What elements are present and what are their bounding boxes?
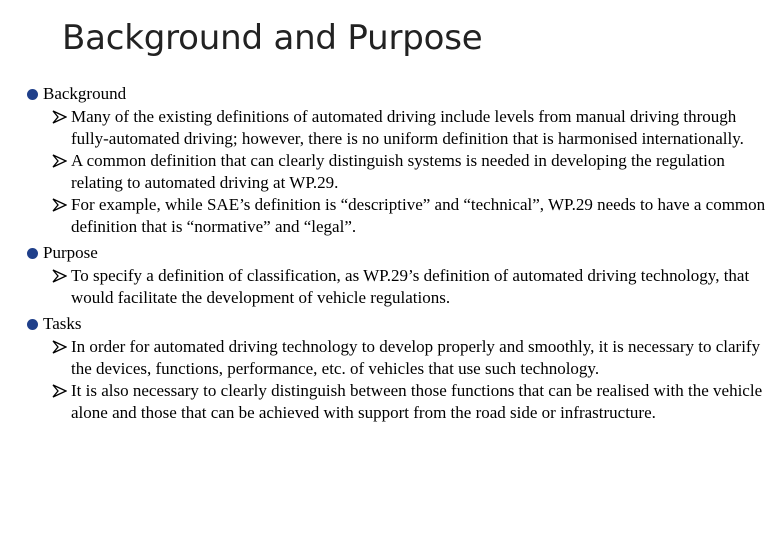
section-heading <box>27 242 767 264</box>
arrow-bullet-icon <box>52 106 71 128</box>
list-item <box>52 106 767 150</box>
arrow-bullet-icon <box>52 194 71 216</box>
arrow-bullet-icon <box>52 380 71 402</box>
section-heading <box>27 313 767 335</box>
arrow-bullet-icon <box>52 265 71 287</box>
sub-bullet-list <box>27 265 767 309</box>
list-item-text: A common definition that can clearly distinguish systems is needed in developing the regulation relating to automated driving at WP.29. <box>71 151 725 192</box>
list-item <box>52 150 767 194</box>
round-bullet-icon <box>27 89 38 100</box>
sub-bullet-list <box>27 336 767 424</box>
list-item <box>52 380 767 424</box>
section-tasks <box>27 313 767 424</box>
page-title: Background and Purpose <box>62 18 483 58</box>
round-bullet-icon <box>27 248 38 259</box>
section-purpose <box>27 242 767 309</box>
section-heading <box>27 83 767 105</box>
list-item-text: Many of the existing definitions of automated driving include levels from manual driving through fully-automated driving; however, there is no uniform definition that is harmonised internationally. <box>71 107 744 148</box>
round-bullet-icon <box>27 319 38 330</box>
list-item-text: To specify a definition of classification, as WP.29’s definition of automated driving technology, that would facilitate the development of vehicle regulations. <box>71 266 750 307</box>
section-label-tasks: Tasks <box>43 314 82 333</box>
section-background <box>27 83 767 238</box>
sub-bullet-list <box>27 106 767 238</box>
slide-body <box>27 83 767 424</box>
list-item-text: In order for automated driving technology to develop properly and smoothly, it is necessary to clarify the devices, functions, performance, etc. of vehicles that use such technology. <box>71 337 761 378</box>
list-item <box>52 265 767 309</box>
section-label-background: Background <box>43 84 127 103</box>
section-label-purpose: Purpose <box>43 243 98 262</box>
list-item-text: For example, while SAE’s definition is “descriptive” and “technical”, WP.29 needs to have a common definition that is “normative” and “legal”. <box>71 195 766 236</box>
list-item <box>52 194 767 238</box>
arrow-bullet-icon <box>52 336 71 358</box>
list-item <box>52 336 767 380</box>
arrow-bullet-icon <box>52 150 71 172</box>
list-item-text: It is also necessary to clearly distinguish between those functions that can be realised with the vehicle alone and those that can be achieved with support from the road side or infrastructure. <box>71 381 763 422</box>
